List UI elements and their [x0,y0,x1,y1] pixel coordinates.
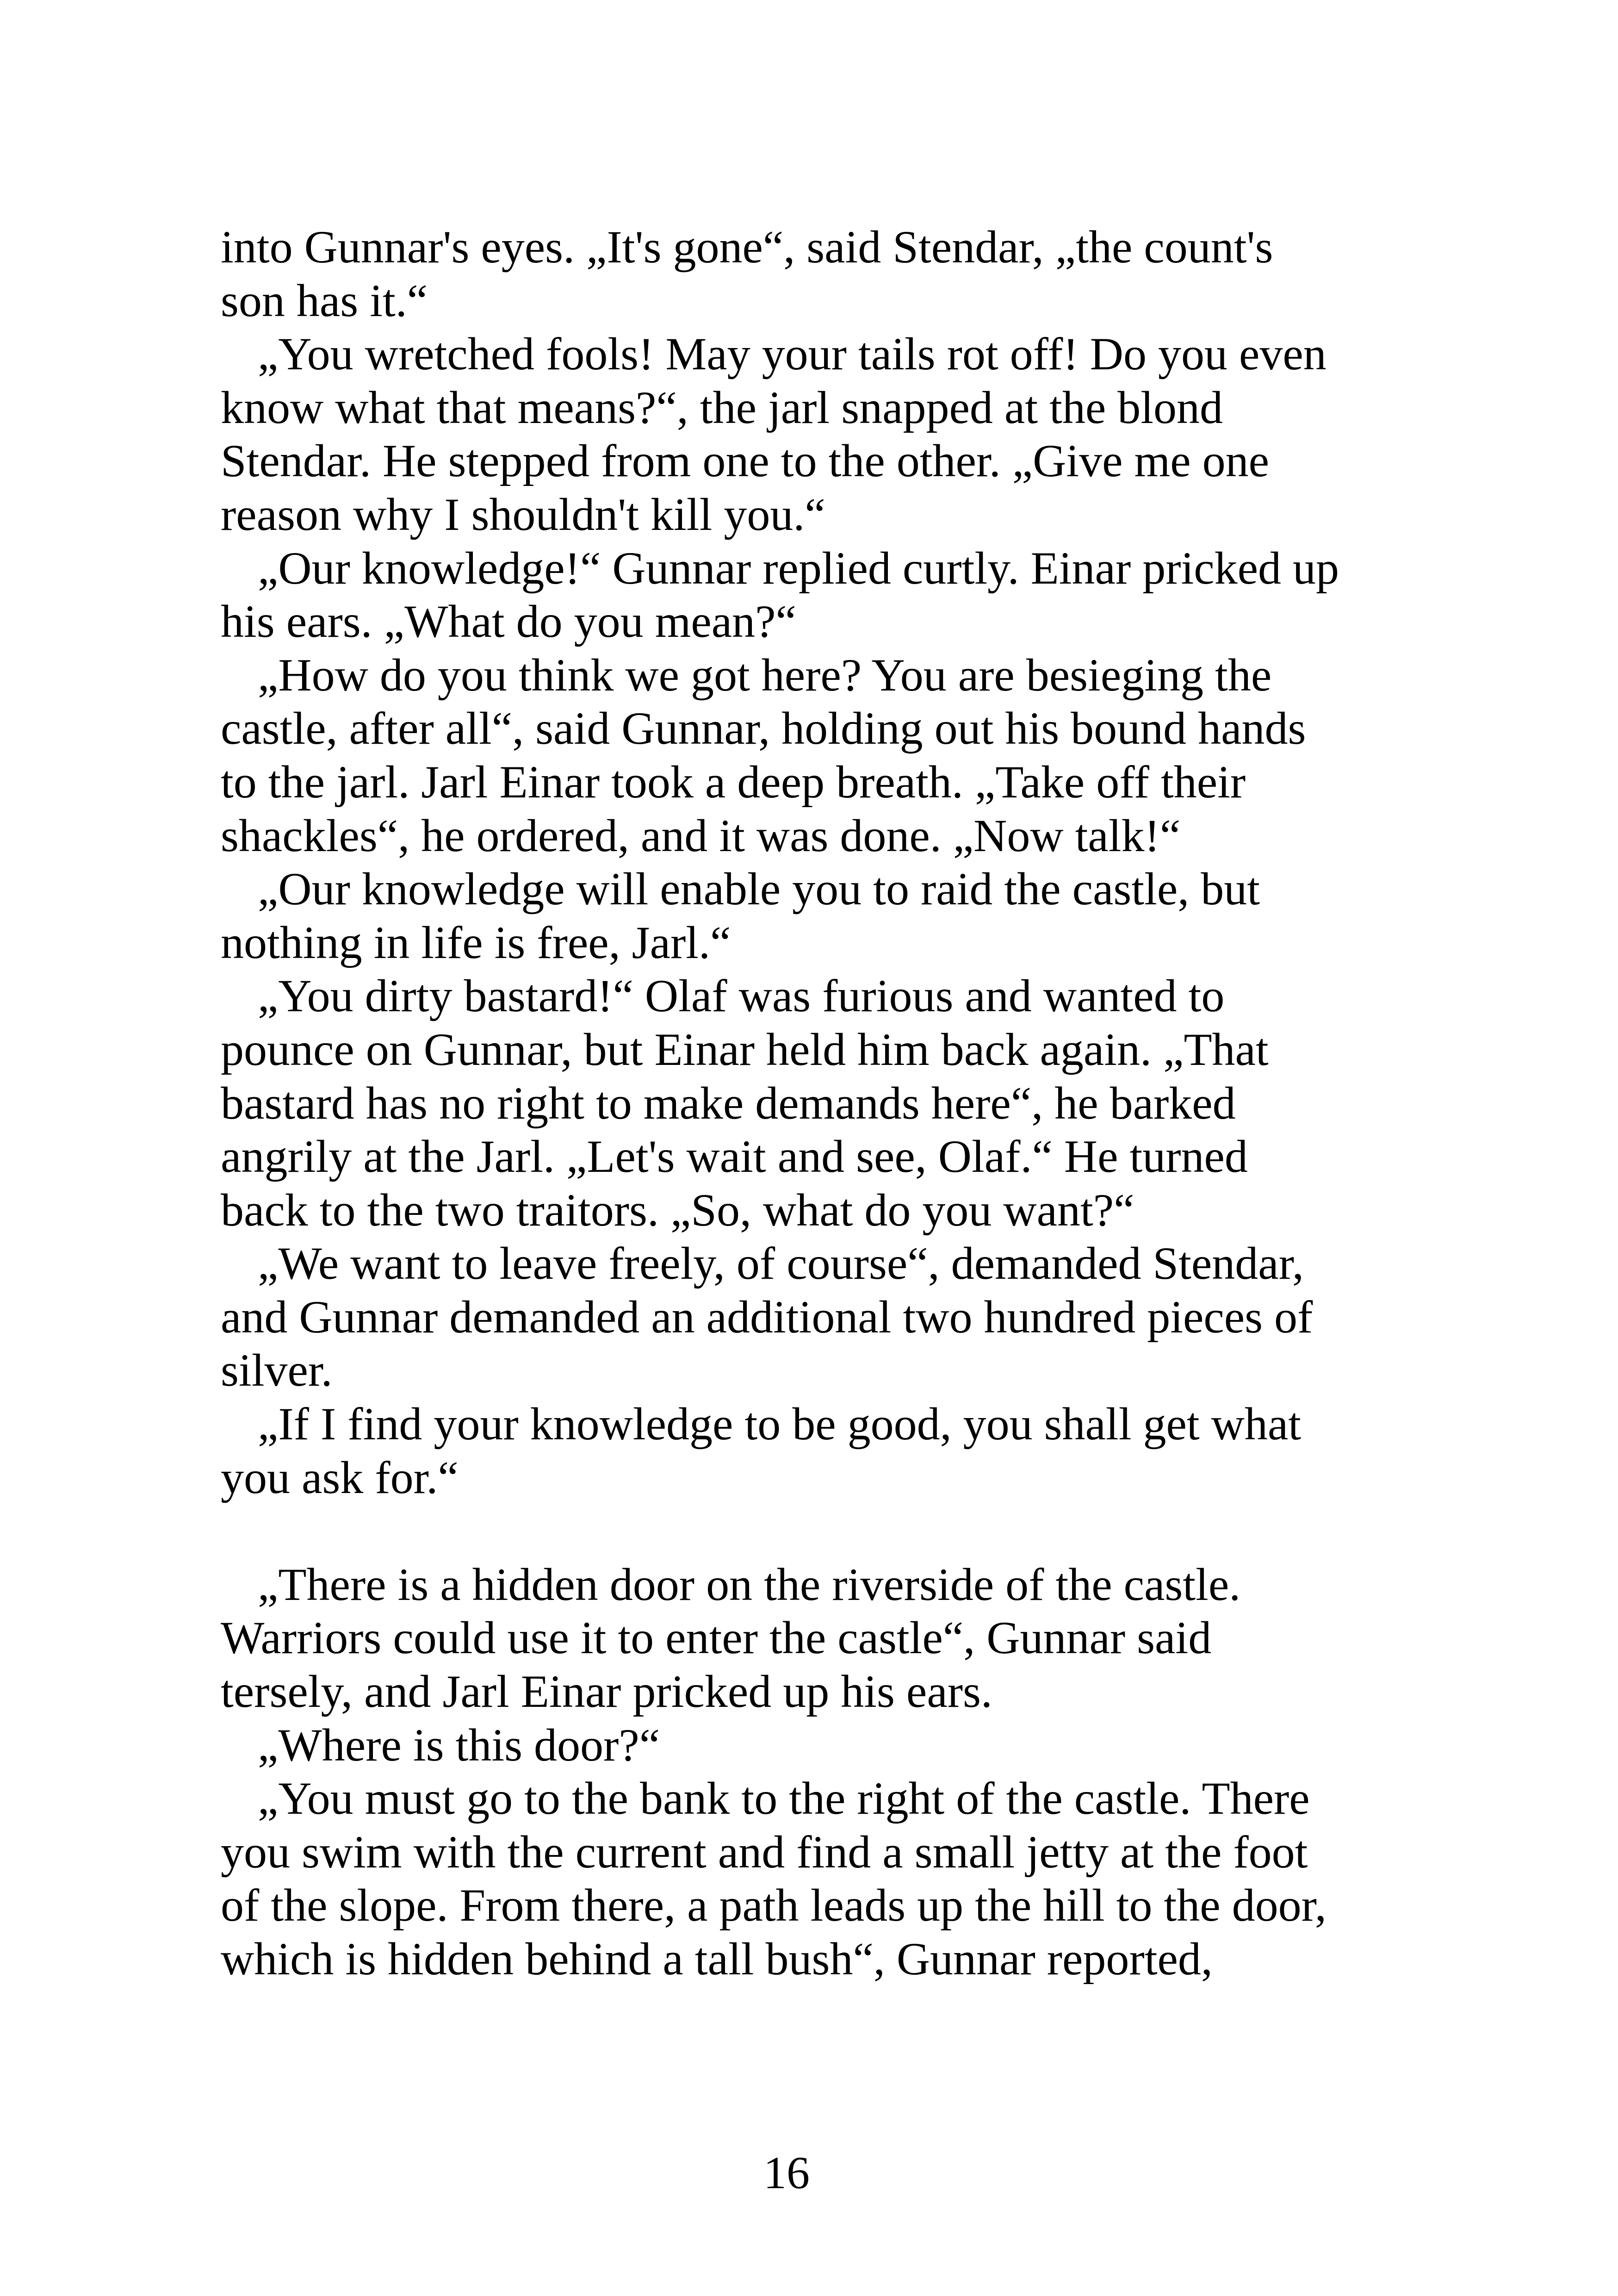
text-line: „If I find your knowledge to be good, you shall get what [258,1398,1302,1450]
page-text [221,220,1424,1986]
text-line: „Our knowledge will enable you to raid the castle, but [258,863,1260,915]
text-line: „How do you think we got here? You are besieging the [258,649,1272,701]
text-line: shackles“, he ordered, and it was done. „Now talk!“ [221,809,1181,861]
text-line: know what that means?“, the jarl snapped at the blond [221,381,1223,433]
paragraph [221,969,1424,1237]
text-line: to the jarl. Jarl Einar took a deep breath. „Take off their [221,756,1246,808]
text-line: „You must go to the bank to the right of the castle. There [258,1773,1310,1824]
text-line: back to the two traitors. „So, what do you want?“ [221,1184,1134,1236]
text-line: castle, after all“, said Gunnar, holding out his bound hands [221,703,1306,754]
text-line: of the slope. From there, a path leads up the hill to the door, [221,1879,1327,1931]
paragraph [221,327,1424,541]
paragraph [221,1718,1424,1772]
text-line: Warriors could use it to enter the castle“, Gunnar said [221,1612,1212,1664]
paragraph [221,1772,1424,1985]
text-line: which is hidden behind a tall bush“, Gunnar reported, [221,1933,1213,1985]
paragraph [221,1558,1424,1718]
section-break [221,1504,1424,1558]
text-line: „We want to leave freely, of course“, demanded Stendar, [258,1238,1304,1289]
text-line: into Gunnar's eyes. „It's gone“, said Stendar, „the count's [221,221,1273,273]
text-line: and Gunnar demanded an additional two hundred pieces of [221,1291,1313,1343]
paragraph [221,220,1424,327]
text-line: his ears. „What do you mean?“ [221,596,796,647]
text-line: Stendar. He stepped from one to the other. „Give me one [221,435,1270,487]
paragraph [221,1237,1424,1397]
text-line: „You wretched fools! May your tails rot off! Do you even [258,328,1327,380]
page-number: 16 [763,2147,810,2198]
text-line: son has it.“ [221,274,428,326]
paragraph [221,541,1424,648]
text-line: bastard has no right to make demands here“, he barked [221,1077,1236,1129]
text-line: „Where is this door?“ [258,1719,660,1771]
text-line: nothing in life is free, Jarl.“ [221,916,731,968]
text-line: „There is a hidden door on the riverside of the castle. [258,1558,1241,1610]
paragraph [221,1397,1424,1504]
text-line: reason why I shouldn't kill you.“ [221,488,825,540]
paragraph [221,648,1424,862]
text-line: „Our knowledge!“ Gunnar replied curtly. Einar pricked up [258,542,1339,594]
text-line: silver. [221,1344,333,1396]
paragraph [221,862,1424,969]
text-line: „You dirty bastard!“ Olaf was furious and wanted to [258,970,1225,1022]
text-line: you ask for.“ [221,1451,459,1503]
text-line: you swim with the current and find a small jetty at the foot [221,1826,1308,1878]
text-line: angrily at the Jarl. „Let's wait and see, Olaf.“ He turned [221,1131,1248,1182]
text-line: pounce on Gunnar, but Einar held him back again. „That [221,1023,1269,1075]
text-line: tersely, and Jarl Einar pricked up his ears. [221,1666,992,1717]
